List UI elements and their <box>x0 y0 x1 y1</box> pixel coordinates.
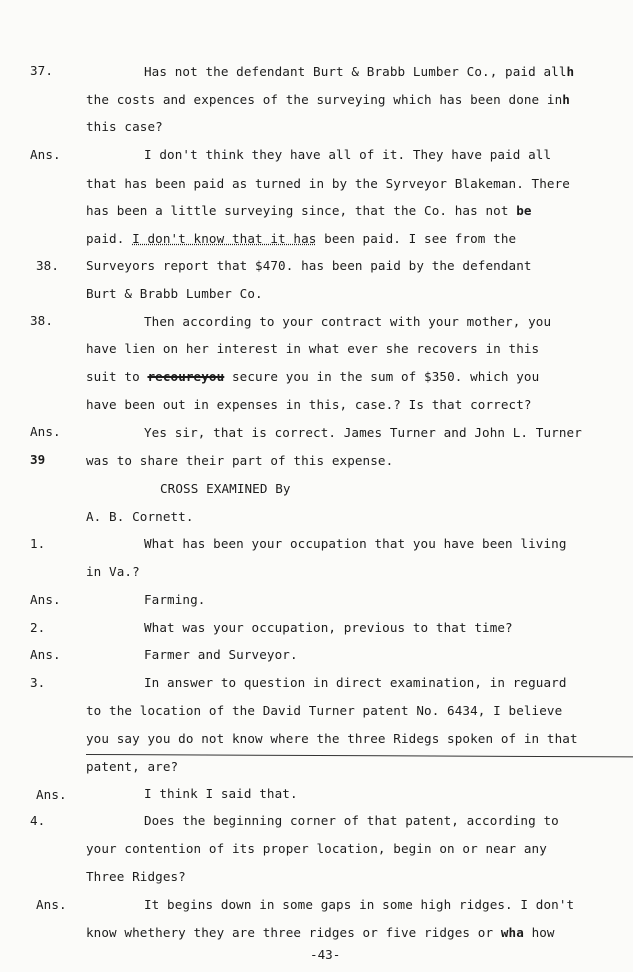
cross-examined-heading: CROSS EXAMINED By <box>160 481 291 496</box>
question-3-line-4: patent, are? <box>86 759 179 774</box>
question-38-line-3 <box>86 369 539 385</box>
question-37-line-1 <box>144 64 574 80</box>
question-3-line-3: you say you do not know where the three Ridegs spoken of in that <box>86 731 578 746</box>
answer-37-text: paid. <box>86 231 133 246</box>
underline-rule <box>86 754 633 757</box>
question-4-line-2: your contention of its proper location, begin on or near any <box>86 841 547 856</box>
answer-37-line-4 <box>86 231 516 247</box>
question-38-text: suit to <box>86 369 148 384</box>
answer-37-line-6: Burt & Brabb Lumber Co. <box>86 286 263 301</box>
answer-37-overstrike: be <box>516 203 532 218</box>
question-37-line-2 <box>86 92 570 108</box>
question-number-4: 4. <box>30 813 46 828</box>
question-number-37: 37. <box>30 63 54 78</box>
question-37-line-3: this case? <box>86 119 163 134</box>
answer-4-text: know whethery they are three ridges or five ridges or <box>86 925 501 940</box>
answer-37-underlined: I don't know that it has <box>132 231 317 246</box>
question-37-typo: h <box>562 92 570 107</box>
answer-marker: Ans. <box>30 647 61 662</box>
question-38-line-4: have been out in expenses in this, case.? Is that correct? <box>86 397 532 412</box>
answer-37-text: has been a little surveying since, that the Co. has not <box>86 203 517 218</box>
answer-37-line-2: that has been paid as turned in by the Syrveyor Blakeman. There <box>86 176 570 191</box>
question-37-text: the costs and expences of the surveying which has been done in <box>86 92 563 107</box>
question-number-3: 3. <box>30 675 46 690</box>
question-3-line-2: to the location of the David Turner patent No. 6434, I believe <box>86 703 563 718</box>
question-3-line-1: In answer to question in direct examination, in reguard <box>144 675 567 690</box>
struck-out-word: recoureyou <box>147 369 225 384</box>
question-38-line-2: have lien on her interest in what ever she recovers in this <box>86 341 540 356</box>
question-37-typo: h <box>566 64 575 79</box>
question-1-line-1: What has been your occupation that you have been living <box>144 536 567 551</box>
answer-2-line-1: Farmer and Surveyor. <box>144 647 298 662</box>
answer-4-overstrike: wha <box>500 925 524 940</box>
question-number-38: 38. <box>30 313 54 328</box>
answer-4-line-1: It begins down in some gaps in some high ridges. I don't <box>144 897 575 912</box>
question-38-text: secure you in the sum of $350. which you <box>224 369 540 384</box>
answer-marker: Ans. <box>30 147 61 162</box>
answer-marker: Ans. <box>30 424 61 439</box>
question-4-line-1: Does the beginning corner of that patent, according to <box>144 813 559 828</box>
page-number: -43- <box>310 947 341 962</box>
answer-marker: Ans. <box>36 897 67 912</box>
question-1-line-2: in Va.? <box>86 564 140 579</box>
answer-38-line-2: was to share their part of this expense. <box>86 453 394 468</box>
margin-number-38: 38. <box>36 258 60 273</box>
question-2-line-1: What was your occupation, previous to that time? <box>144 620 513 635</box>
answer-37-line-5: Surveyors report that $470. has been paid by the defendant <box>86 258 532 273</box>
answer-1-line-1: Farming. <box>144 592 206 607</box>
answer-3-line-1: I think I said that. <box>144 786 298 801</box>
answer-37-line-1: I don't think they have all of it. They have paid all <box>144 147 552 162</box>
question-37-text: Has not the defendant Burt & Brabb Lumber Co., paid all <box>144 64 567 79</box>
examiner-name: A. B. Cornett. <box>86 509 194 524</box>
question-number-2: 2. <box>30 620 46 635</box>
answer-37-line-3 <box>86 203 532 219</box>
question-4-line-3: Three Ridges? <box>86 869 186 884</box>
answer-4-line-2 <box>86 925 555 941</box>
answer-4-text: how <box>523 925 555 940</box>
answer-marker: Ans. <box>36 787 67 802</box>
answer-37-text: been paid. I see from the <box>316 231 517 246</box>
question-number-1: 1. <box>30 536 46 551</box>
margin-number-39: 39 <box>30 452 46 467</box>
answer-marker: Ans. <box>30 592 61 607</box>
question-38-line-1: Then according to your contract with your mother, you <box>144 314 552 329</box>
answer-38-line-1: Yes sir, that is correct. James Turner and John L. Turner <box>144 425 582 440</box>
